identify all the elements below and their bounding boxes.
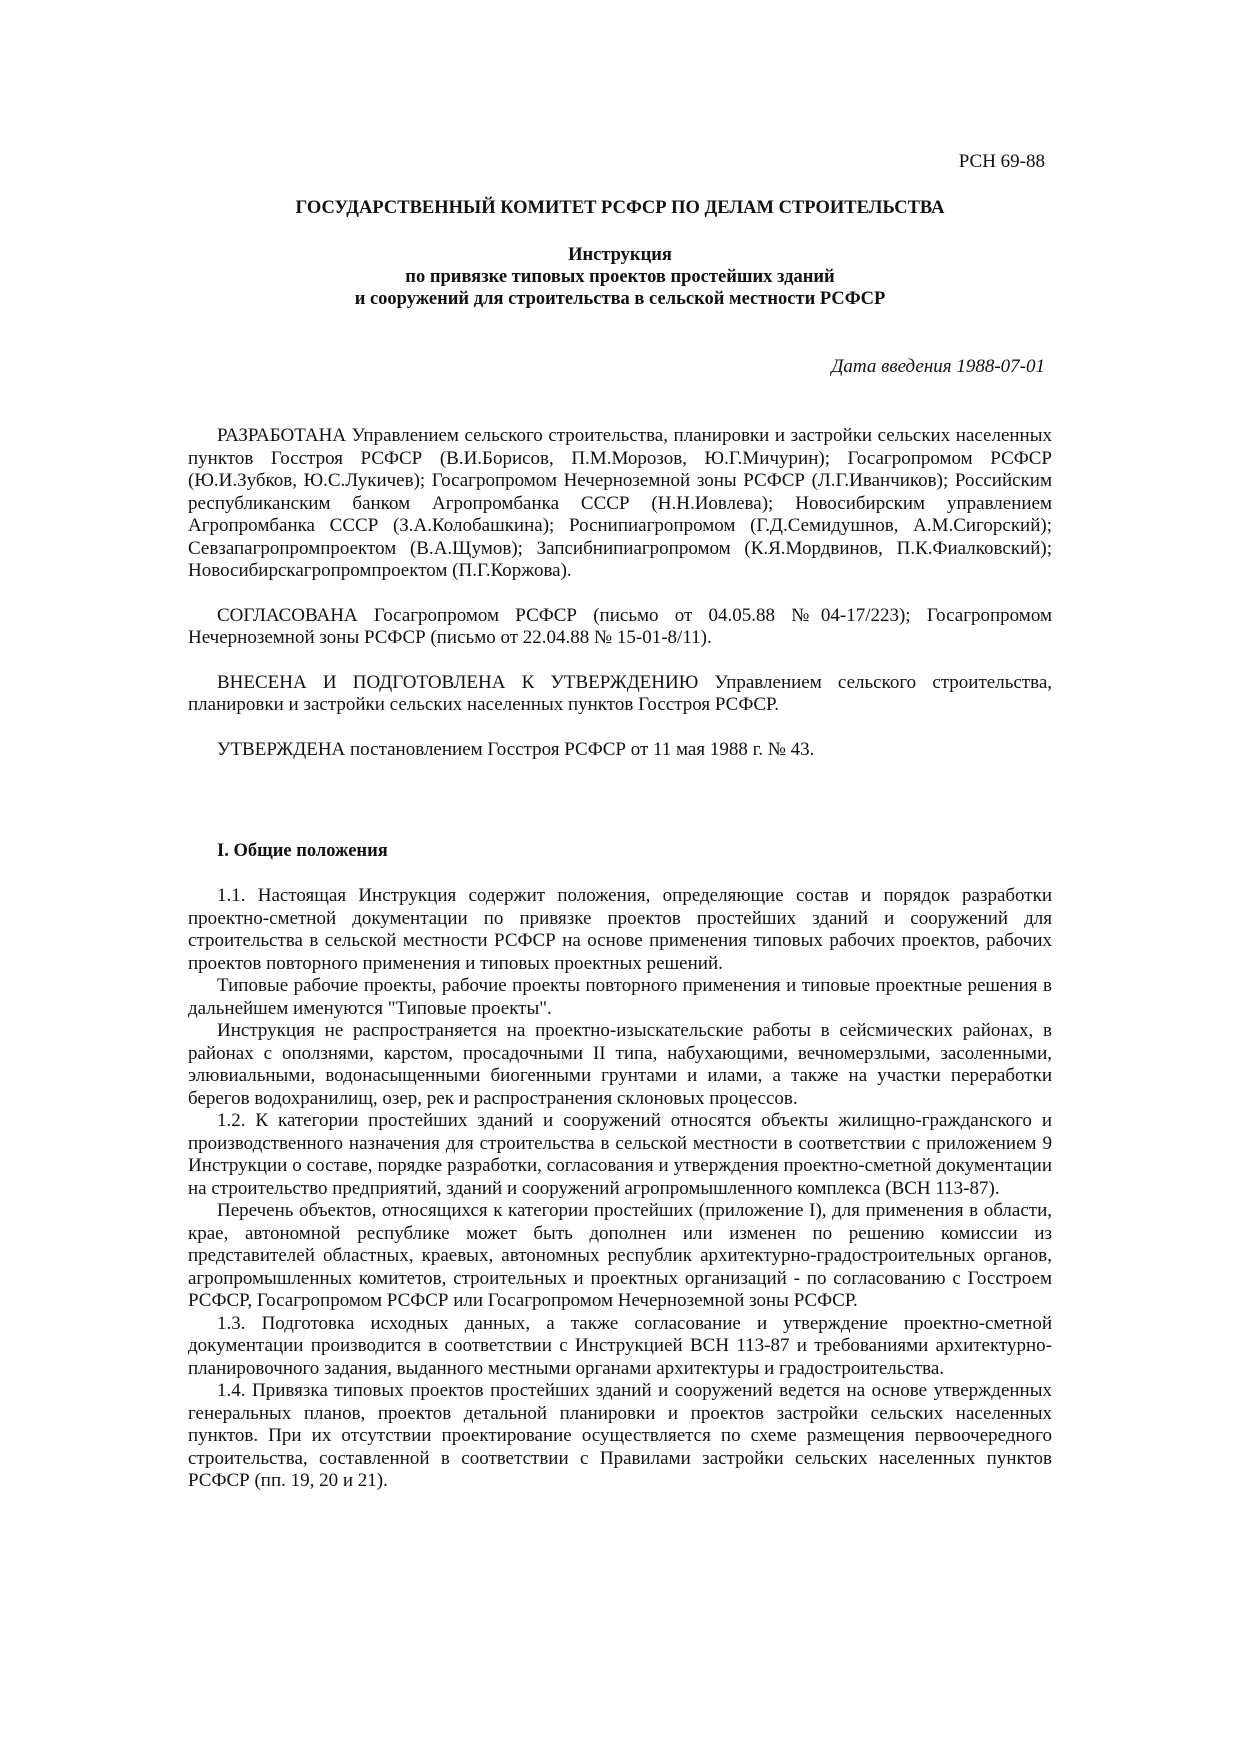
instruction-title-line: и сооружений для строительства в сельской местности РСФСР xyxy=(354,289,886,309)
section-body xyxy=(188,885,1052,1493)
instruction-title-line: по привязке типовых проектов простейших зданий xyxy=(405,267,835,287)
instruction-title xyxy=(188,244,1052,310)
instruction-title-line: Инструкция xyxy=(568,245,672,265)
section-heading: I. Общие положения xyxy=(217,841,388,861)
section-paragraph: 1.4. Привязка типовых проектов простейших зданий и сооружений ведется на основе утвержденных генеральных планов, проектов детальной планировки и проектов застройки сельских населенных пунктов. При их отсутствии проектирование осуществляется по схеме размещения первоочередного строительства, составленной в соответствии с Правилами застройки сельских населенных пунктов РСФСР (пп. 19, 20 и 21). xyxy=(188,1380,1052,1491)
section-paragraph: 1.1. Настоящая Инструкция содержит положения, определяющие состав и порядок разработки проектно-сметной документации по привязке проектов простейших зданий и сооружений для строительства в сельской местности РСФСР на основе применения типовых рабочих проектов, рабочих проектов повторного применения и типовых проектных решений. xyxy=(188,885,1052,974)
approval-block xyxy=(188,425,1052,783)
submitted-paragraph: ВНЕСЕНА И ПОДГОТОВЛЕНА К УТВЕРЖДЕНИЮ Управлением сельского строительства, планировки и застройки сельских населенных пунктов Госстроя РСФСР. xyxy=(188,671,1052,715)
section-paragraph: 1.2. К категории простейших зданий и сооружений относятся объекты жилищно-гражданского и производственного назначения для строительства в сельской местности в соответствии с приложением 9 Инструкции о составе, порядке разработки, согласования и утверждения проектно-сметной документации на строительство предприятий, зданий и сооружений агропромышленного комплекса (ВСН 113-87). xyxy=(188,1110,1052,1199)
section-paragraph: Типовые рабочие проекты, рабочие проекты повторного применения и типовые проектные решения в дальнейшем именуются "Типовые проекты". xyxy=(188,975,1052,1019)
agreed-paragraph: СОГЛАСОВАНА Госагропромом РСФСР (письмо от 04.05.88 №04-17/223); Госагропромом Нечерноземной зоны РСФСР (письмо от 22.04.88 № 15-01-8/11). xyxy=(188,604,1052,648)
organization-title: ГОСУДАРСТВЕННЫЙ КОМИТЕТ РСФСР ПО ДЕЛАМ СТРОИТЕЛЬСТВА xyxy=(295,198,945,218)
document-code: РСН 69-88 xyxy=(958,151,1045,172)
section-paragraph: 1.3. Подготовка исходных данных, а также согласование и утверждение проектно-сметной документации производится в соответствии с Инструкцией ВСН 113-87 и требованиями архитектурно-планировочного задания, выданного местными органами архитектуры и градостроительства. xyxy=(188,1312,1052,1379)
developed-by-paragraph: РАЗРАБОТАНА Управлением сельского строительства, планировки и застройки сельских населенных пунктов Госстроя РСФСР (В.И.Борисов, П.М.Морозов, Ю.Г.Мичурин); Госагропромом РСФСР (Ю.И.Зубков, Ю.С.Лукичев); Госагропромом Нечерноземной зоны РСФСР (Л.Г.Иванчиков); Российским республиканским банком Агропромбанка СССР (Н.Н.Иовлева); Новосибирским управлением Агропромбанка СССР (З.А.Колобашкина); Роснипиагропромом (Г.Д.Семидушнов, А.М.Сигорский); Севзапагропромпроектом (В.А.Щумов); Запсибнипиагропромом (К.Я.Мордвинов, П.К.Фиалковский); Новосибирскагропромпроектом (П.Г.Коржова). xyxy=(188,425,1052,581)
introduction-date: Дата введения 1988-07-01 xyxy=(831,356,1045,377)
section-paragraph: Перечень объектов, относящихся к категории простейших (приложение I), для применения в области, крае, автономной республике может быть дополнен или изменен по решению комиссии из представителей областных, краевых, автономных республик архитектурно-градостроительных органов, агропромышленных комитетов, строительных и проектных организаций - по согласованию с Госстроем РСФСР, Госагропромом РСФСР или Госагропромом Нечерноземной зоны РСФСР. xyxy=(188,1200,1052,1311)
section-paragraph: Инструкция не распространяется на проектно-изыскательские работы в сейсмических районах, в районах с оползнями, карстом, просадочными II типа, набухающими, вечномерзлыми, засоленными, элювиальными, водонасыщенными биогенными грунтами и илами, а также на участки переработки берегов водохранилищ, озер, рек и распространения склоновых процессов. xyxy=(188,1020,1052,1109)
approved-paragraph: УТВЕРЖДЕНА постановлением Госстроя РСФСР от 11 мая 1988 г. № 43. xyxy=(217,738,815,760)
